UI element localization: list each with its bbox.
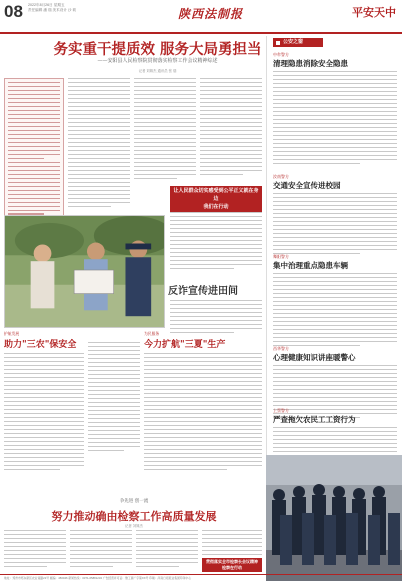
bottom-slogan-line-2: 检察在行动	[222, 565, 242, 570]
slogan-banner-bottom	[202, 558, 262, 572]
right-column-header: 公安之窗	[273, 38, 323, 47]
slogan-banner-top	[170, 186, 262, 212]
bottom-body-col-2	[70, 530, 132, 570]
right-item-2-tag: 汝南警方	[273, 174, 289, 179]
lead-subhead: ——安阳县人民检察院贯彻落实检察工作会议精神综述	[97, 58, 218, 64]
lead-headline[interactable]: 务实重干提质效 服务大局勇担当	[53, 41, 262, 58]
editor-credit: 责任编辑 潘 瑞 美术设计 沙 莉	[28, 8, 77, 12]
lead-body-col-3	[200, 78, 262, 178]
police-formation-photo	[266, 455, 402, 581]
photo-side-text	[170, 300, 262, 336]
subsection-2	[144, 332, 262, 473]
right-item-3	[273, 254, 397, 349]
subsection-1-tag: 护航发展	[4, 332, 20, 336]
subsection-2-title[interactable]: 今力扩航"三夏"生产	[144, 340, 226, 350]
page-number: 08	[4, 2, 23, 21]
right-item-5-title[interactable]: 严查拖欠农民工工资行为	[273, 415, 356, 424]
photo-caption: 反诈宣传进田间	[168, 286, 238, 297]
right-item-1-tag: 中牟警方	[273, 52, 289, 57]
newspaper-logo: 陕西法制报	[178, 7, 244, 21]
intro-text	[8, 82, 60, 215]
right-item-4-title[interactable]: 心理健康知识讲座暖警心	[273, 353, 356, 362]
subsection-1	[4, 332, 84, 473]
bottom-article-byline: 记者 刘姝杰	[125, 524, 143, 528]
right-item-3-title[interactable]: 集中治理重点隐患车辆	[273, 261, 348, 270]
bottom-body-col-1	[4, 530, 66, 570]
right-item-2	[273, 174, 397, 257]
right-item-1-title[interactable]: 清理隐患消除安全隐患	[273, 59, 348, 68]
bottom-slogan-line-1: 贯彻落实全市检察长会议精神	[206, 559, 258, 564]
page-footer: 地址：郑州市郑东新区农业南路21号 邮编：450046 新闻热线：0371-65881234 广告经营许可证：豫工商广字第XX号 印刷：河南日报报业集团印务中心	[0, 574, 402, 581]
masthead	[0, 0, 402, 34]
bottom-article-tag: 争先进 创一流	[119, 499, 149, 504]
subsection-1-title[interactable]: 助力"三农"保安全	[4, 340, 77, 350]
right-item-1	[273, 52, 397, 167]
intro-box	[4, 78, 64, 228]
right-item-4-tag: 西华警方	[273, 346, 289, 351]
masthead-meta	[28, 3, 76, 13]
anti-fraud-photo	[4, 215, 165, 328]
bottom-article-headline[interactable]: 努力推动确由检察工作高质量发展	[51, 510, 217, 523]
right-item-3-tag: 舞阳警方	[273, 254, 289, 259]
subsection-2-tag: 为民服务	[144, 332, 160, 336]
slogan-line-2: 我们在行动	[203, 204, 229, 210]
lead-byline: 记者 刘姝杰 通讯员 张 瑞	[138, 69, 177, 73]
right-item-2-title[interactable]: 交通安全宣传进校园	[273, 181, 341, 190]
bottom-body-col-3	[136, 530, 198, 570]
lead-body-col-1	[68, 78, 130, 209]
right-item-5-tag: 上蔡警方	[273, 408, 289, 413]
issue-date: 2022年8月26日 星期五	[28, 3, 65, 7]
slogan-line-1: 让人民群众切实感受到公平正义就在身边	[173, 188, 259, 202]
subsection-1-col-2	[88, 342, 140, 454]
section-title: 平安天中	[352, 7, 396, 19]
lead-body-col-2	[134, 78, 196, 182]
lead-body-col-4	[170, 212, 262, 272]
